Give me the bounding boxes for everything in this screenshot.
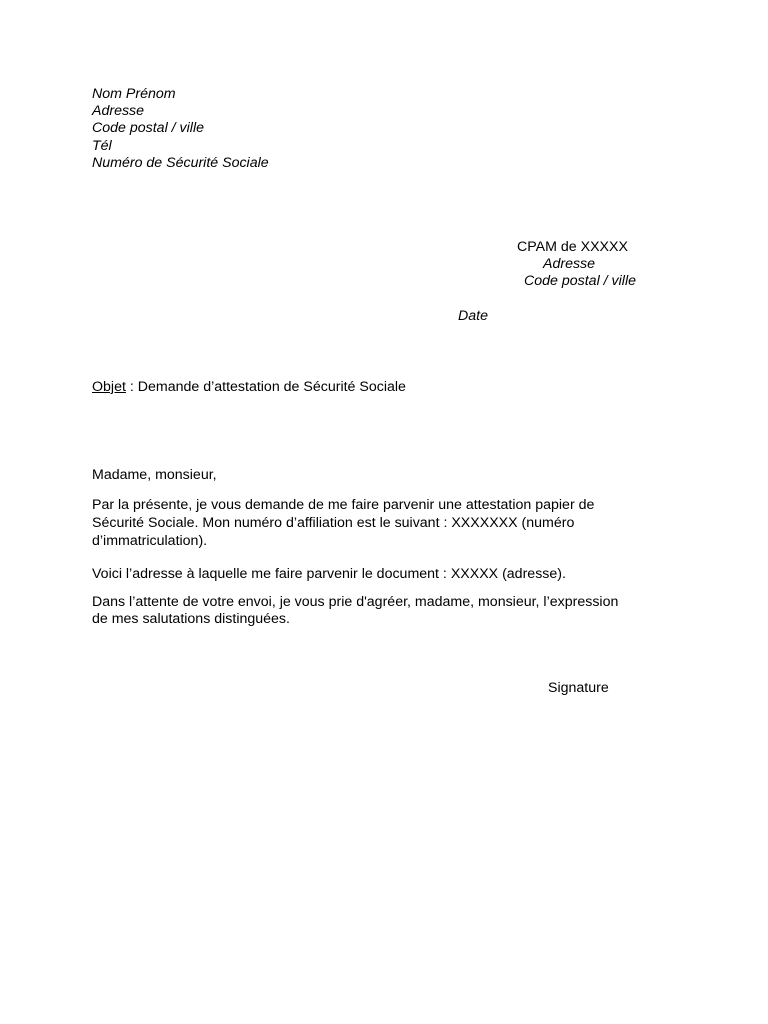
subject-separator: :	[125, 379, 138, 395]
paragraph-line: Dans l’attente de votre envoi, je vous prie d'agréer, madame, monsieur, l’expression	[92, 594, 619, 610]
recipient-postal-city: Code postal / ville	[524, 273, 636, 289]
paragraph-line: d’immatriculation).	[92, 533, 208, 549]
body-paragraph-2: Voici l’adresse à laquelle me faire parvenir le document : XXXXX (adresse).	[92, 566, 566, 582]
signature-label: Signature	[548, 680, 609, 696]
paragraph-line: Par la présente, je vous demande de me faire parvenir une attestation papier de	[92, 497, 595, 513]
sender-social-security-number: Numéro de Sécurité Sociale	[92, 154, 269, 171]
salutation: Madame, monsieur,	[92, 467, 217, 483]
paragraph-line: de mes salutations distinguées.	[92, 611, 290, 627]
subject-label: Objet	[92, 379, 126, 395]
letter-date: Date	[458, 308, 488, 324]
sender-name: Nom Prénom	[92, 86, 176, 102]
sender-postal-city: Code postal / ville	[92, 120, 204, 137]
subject-line	[92, 379, 406, 395]
paragraph-line: Sécurité Sociale. Mon numéro d’affiliation est le suivant : XXXXXXX (numéro	[92, 515, 575, 531]
recipient-name: CPAM de XXXXX	[517, 239, 628, 255]
sender-address: Adresse	[92, 103, 145, 120]
recipient-address: Adresse	[543, 256, 596, 272]
sender-block	[92, 86, 269, 172]
body-paragraph-1	[92, 496, 712, 550]
body-paragraph-3	[92, 594, 712, 628]
subject-text: Demande d’attestation de Sécurité Sociale	[137, 379, 406, 395]
sender-phone: Tél	[92, 137, 112, 154]
